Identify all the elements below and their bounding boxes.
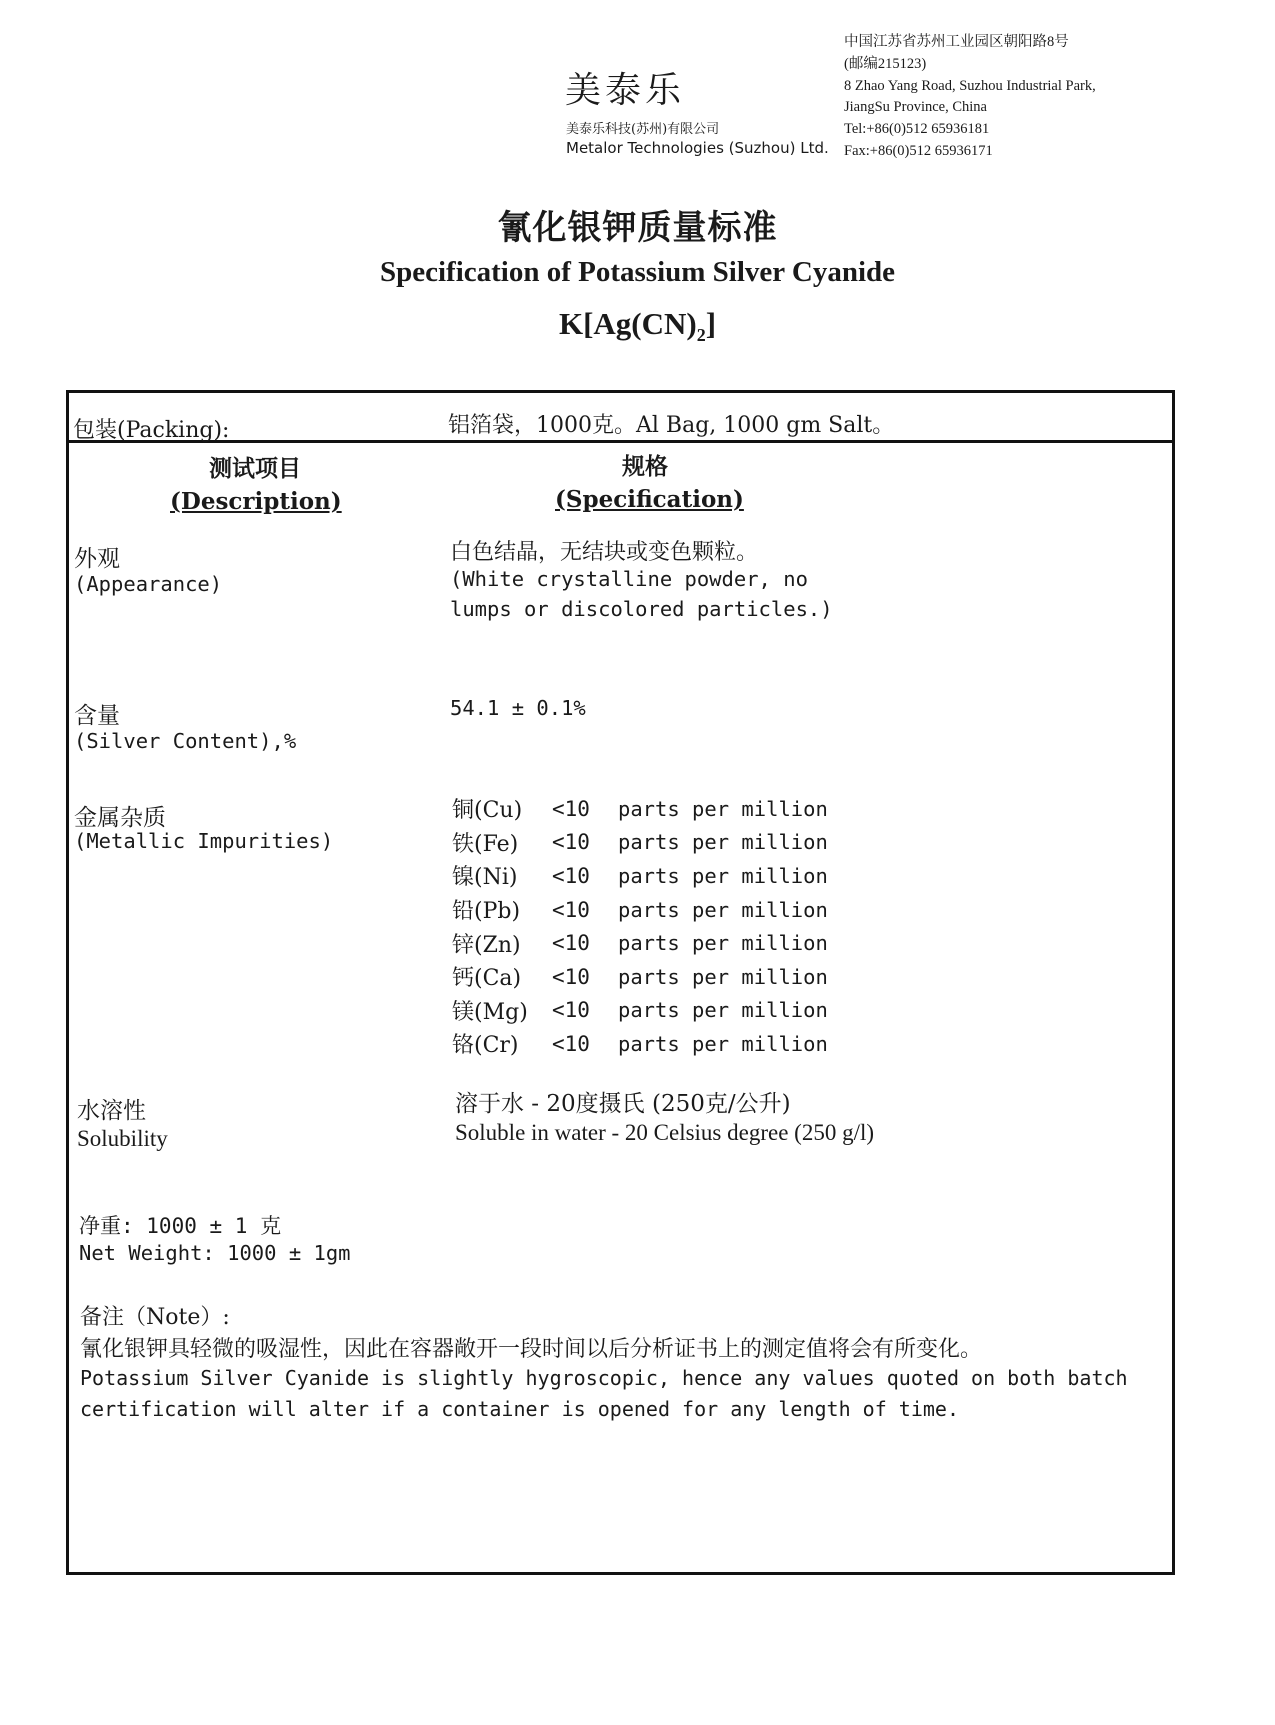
impurity-row xyxy=(452,792,828,826)
impurity-row xyxy=(452,826,828,860)
formula-end: ] xyxy=(705,306,717,341)
impurity-limit: <10 xyxy=(552,863,590,888)
impurity-unit: parts per million xyxy=(618,931,828,956)
appearance-label-cn: 外观 xyxy=(74,546,120,572)
impurity-limit: <10 xyxy=(552,931,590,956)
impurity-element: 铬(Cr) xyxy=(452,1033,519,1059)
impurity-unit: parts per million xyxy=(618,998,828,1023)
impurity-row xyxy=(452,893,828,927)
impurity-limit: <10 xyxy=(552,1031,590,1056)
note-label: 备注（Note）: xyxy=(80,1305,230,1330)
impurity-limit: <10 xyxy=(552,964,590,989)
impurity-element: 镁(Mg) xyxy=(452,999,528,1025)
appearance-value-en-line2: lumps or discolored particles.) xyxy=(450,597,833,621)
impurity-unit: parts per million xyxy=(618,964,828,989)
content-label-en: (Silver Content),% xyxy=(74,729,297,753)
address-line: JiangSu Province, China xyxy=(844,99,987,116)
company-name-en: Metalor Technologies (Suzhou) Ltd. xyxy=(566,139,829,157)
document-title-en: Specification of Potassium Silver Cyanide xyxy=(379,256,896,288)
note-text-en-line1: Potassium Silver Cyanide is slightly hygroscopic, hence any values quoted on both batch xyxy=(80,1366,1128,1390)
impurity-limit: <10 xyxy=(552,796,590,821)
header-description-cn: 测试项目 xyxy=(209,455,301,482)
impurities-table xyxy=(452,792,828,1061)
address-fax: Fax:+86(0)512 65936171 xyxy=(844,142,993,159)
impurity-unit: parts per million xyxy=(618,796,828,821)
chemical-formula xyxy=(0,306,1275,346)
appearance-label-en: (Appearance) xyxy=(74,572,223,596)
impurity-row xyxy=(452,926,828,960)
impurity-row xyxy=(452,1027,828,1061)
note-text-cn: 氰化银钾具轻微的吸湿性，因此在容器敞开一段时间以后分析证书上的测定值将会有所变化。 xyxy=(80,1337,983,1362)
packing-value: 铝箔袋，1000克。Al Bag, 1000 gm Salt。 xyxy=(448,413,895,438)
content-label-cn: 含量 xyxy=(74,703,120,729)
formula-main: K[Ag(CN) xyxy=(558,306,697,341)
document-title-cn: 氰化银钾质量标准 xyxy=(497,208,778,248)
content-value: 54.1 ± 0.1% xyxy=(450,696,586,720)
company-name-cn: 美泰乐科技(苏州)有限公司 xyxy=(566,122,720,137)
column-header-description xyxy=(170,452,340,518)
address-tel: Tel:+86(0)512 65936181 xyxy=(844,121,990,138)
impurity-unit: parts per million xyxy=(618,830,828,855)
packing-label: 包装(Packing): xyxy=(73,418,230,443)
impurities-label-en: (Metallic Impurities) xyxy=(74,829,334,853)
impurity-element: 铁(Fe) xyxy=(452,831,519,857)
impurity-element: 镍(Ni) xyxy=(452,865,518,891)
solubility-value-cn: 溶于水 - 20度摄氏 (250克/公升) xyxy=(455,1091,791,1117)
impurities-label-cn: 金属杂质 xyxy=(74,805,166,831)
impurity-element: 铜(Cu) xyxy=(452,798,523,824)
appearance-value-en-line1: (White crystalline powder, no xyxy=(450,567,808,591)
net-weight-cn: 净重: 1000 ± 1 克 xyxy=(79,1214,282,1238)
column-header-specification xyxy=(555,450,744,516)
impurity-element: 钙(Ca) xyxy=(452,966,522,992)
solubility-label-en: Solubility xyxy=(77,1126,168,1151)
impurity-unit: parts per million xyxy=(618,1031,828,1056)
impurity-limit: <10 xyxy=(552,998,590,1023)
impurity-row xyxy=(452,960,828,994)
solubility-value-en: Soluble in water - 20 Celsius degree (250 g/l) xyxy=(455,1120,875,1145)
impurity-unit: parts per million xyxy=(618,863,828,888)
header-description-en: (Description) xyxy=(170,488,342,515)
note-text-en-line2: certification will alter if a container is opened for any length of time. xyxy=(80,1397,959,1421)
header-specification-cn: 规格 xyxy=(622,453,668,480)
address-line: (邮编215123) xyxy=(844,55,927,72)
impurity-limit: <10 xyxy=(552,897,590,922)
appearance-value-cn: 白色结晶，无结块或变色颗粒。 xyxy=(450,540,759,565)
header-specification-en: (Specification) xyxy=(555,486,744,513)
impurity-element: 锌(Zn) xyxy=(452,932,521,958)
company-logo-cn: 美泰乐 xyxy=(565,70,686,111)
net-weight-en: Net Weight: 1000 ± 1gm xyxy=(79,1241,351,1265)
address-line: 8 Zhao Yang Road, Suzhou Industrial Park, xyxy=(844,77,1096,94)
solubility-label-cn: 水溶性 xyxy=(77,1098,146,1124)
impurity-limit: <10 xyxy=(552,830,590,855)
company-address xyxy=(844,32,1096,163)
impurity-row xyxy=(452,859,828,893)
impurity-row xyxy=(452,994,828,1028)
packing-divider xyxy=(66,440,1175,443)
formula-subscript: 2 xyxy=(696,325,706,346)
impurity-element: 铅(Pb) xyxy=(452,899,521,925)
address-line: 中国江苏省苏州工业园区朝阳路8号 xyxy=(844,34,1069,50)
impurity-unit: parts per million xyxy=(618,897,828,922)
